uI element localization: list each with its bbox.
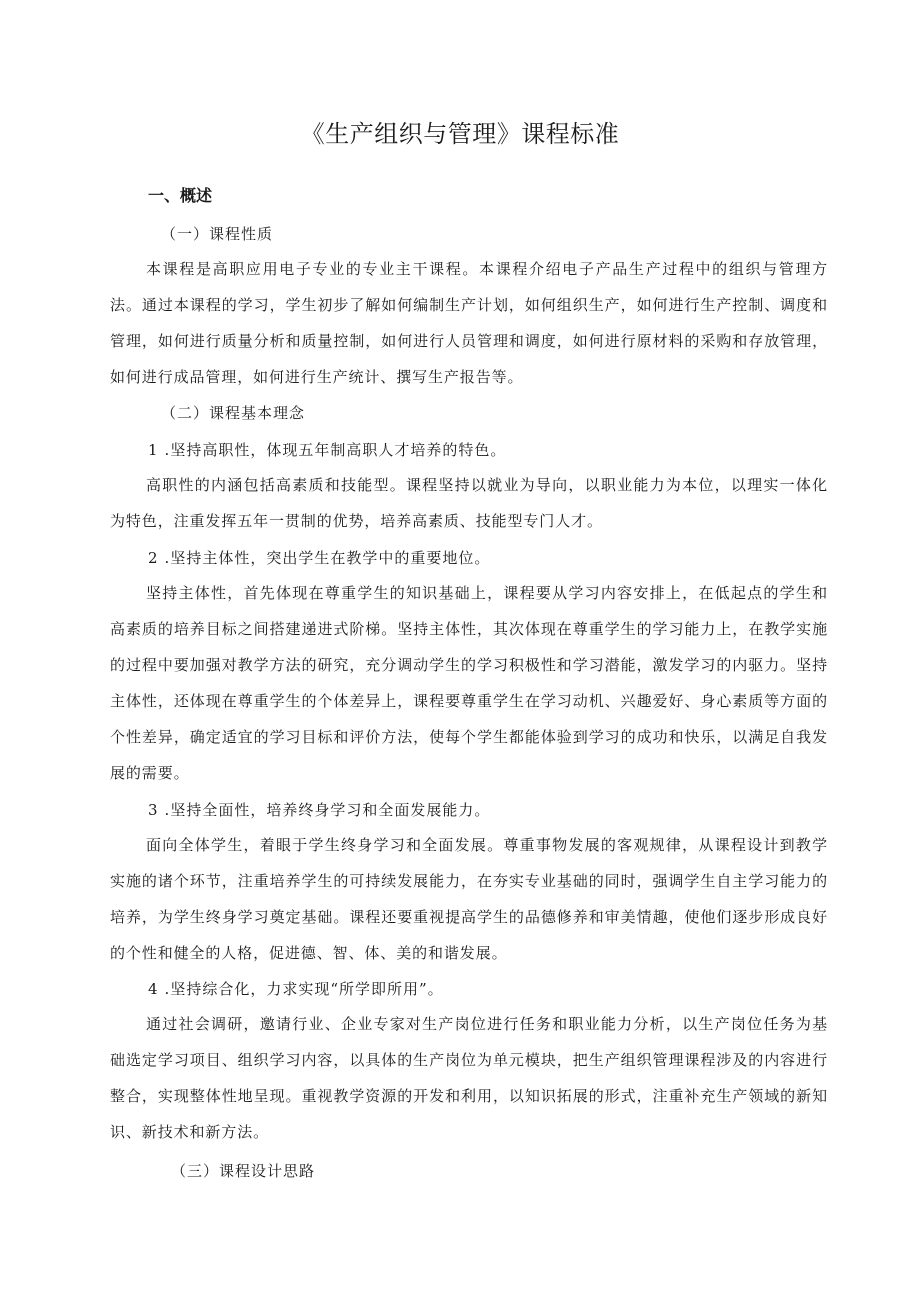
list-item-title: .坚持全面性，培养终身学习和全面发展能力。	[164, 801, 491, 819]
list-item-heading	[148, 438, 506, 462]
subsection-heading-design-approach: （三）课程设计思路	[171, 1162, 316, 1180]
section-heading-overview: 一、概述	[148, 186, 213, 205]
list-item-number: 3	[148, 801, 159, 819]
list-item-heading	[148, 798, 490, 822]
subsection-heading-course-nature: （一）课程性质	[161, 225, 274, 243]
list-item-heading	[148, 977, 444, 1001]
list-item-title: .坚持综合化，力求实现“所学即所用”。	[164, 980, 444, 998]
list-item-title: .坚持高职性，体现五年制高职人才培养的特色。	[164, 441, 507, 459]
paragraph-course-nature: 本课程是高职应用电子专业的专业主干课程。本课程介绍电子产品生产过程中的组织与管理方法。通过本课程的学习，学生初步了解如何编制生产计划，如何组织生产，如何进行生产控制、调度和管理，如何进行质量分析和质量控制，如何进行人员管理和调度，如何进行原材料的采购和存放管理，如何进行成品管理，如何进行生产统计、撰写生产报告等。	[110, 260, 828, 386]
list-item-number: 4	[148, 980, 159, 998]
paragraph-item-4: 通过社会调研，邀请行业、企业专家对生产岗位进行任务和职业能力分析，以生产岗位任务为基础选定学习项目、组织学习内容，以具体的生产岗位为单元模块，把生产组织管理课程涉及的内容进行整合，实现整体性地呈现。重视教学资源的开发和利用，以知识拓展的形式，注重补充生产领域的新知识、新技术和新方法。	[110, 1015, 828, 1141]
document-title: 《生产组织与管理》课程标准	[300, 120, 620, 148]
list-item-number: 2	[148, 549, 159, 567]
list-item-heading	[148, 546, 490, 570]
list-item-number: 1	[148, 441, 159, 459]
subsection-heading-basic-concepts: （二）课程基本理念	[161, 404, 306, 422]
list-item-title: .坚持主体性，突出学生在教学中的重要地位。	[164, 549, 491, 567]
paragraph-item-1: 高职性的内涵包括高素质和技能型。课程坚持以就业为导向，以职业能力为本位，以理实一体化为特色，注重发挥五年一贯制的优势，培养高素质、技能型专门人才。	[110, 476, 828, 530]
paragraph-item-3: 面向全体学生，着眼于学生终身学习和全面发展。尊重事物发展的客观规律，从课程设计到教学实施的诸个环节，注重培养学生的可持续发展能力，在夯实专业基础的同时，强调学生自主学习能力的培养，为学生终身学习奠定基础。课程还要重视提高学生的品德修养和审美情趣，使他们逐步形成良好的个性和健全的人格，促进德、智、体、美的和谐发展。	[110, 836, 828, 962]
paragraph-item-2: 坚持主体性，首先体现在尊重学生的知识基础上，课程要从学习内容安排上，在低起点的学生和高素质的培养目标之间搭建递进式阶梯。坚持主体性，其次体现在尊重学生的学习能力上，在教学实施的过程中要加强对教学方法的研究，充分调动学生的学习积极性和学习潜能，激发学习的内驱力。坚持主体性，还体现在尊重学生的个体差异上，课程要尊重学生在学习动机、兴趣爱好、身心素质等方面的个性差异，确定适宜的学习目标和评价方法，使每个学生都能体验到学习的成功和快乐，以满足自我发展的需要。	[110, 584, 828, 782]
